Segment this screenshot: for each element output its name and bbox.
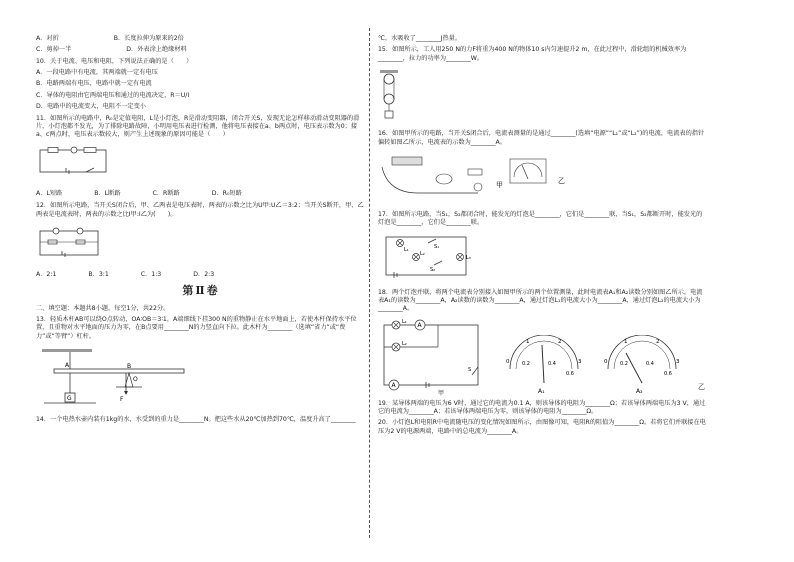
fig18-l2: L₂ xyxy=(402,340,407,347)
question-18: 18．两个灯泡并联，将两个电流表分别接入如图甲所示的两个位置测量，此时电流表A₁和A₂读数分别如图乙所示，电流表A₁的读数为________A，A₂读数的读数为________A，通过灯泡L₁的电流大小为________A，通过灯泡L₂的电流大小为________A。 xyxy=(378,288,703,313)
a2-tick-1: 1 xyxy=(624,338,628,345)
column-divider xyxy=(369,28,370,538)
q13-lever-diagram xyxy=(36,347,186,407)
a1-tick-3: 3 xyxy=(578,358,582,365)
fig18-s: S xyxy=(468,366,472,373)
q10-option-b: B．电路两端有电压，电路中就一定有电流 xyxy=(36,80,152,88)
fig17-l1: L₁ xyxy=(404,247,409,254)
lever-f-label: F xyxy=(120,396,124,404)
question-19: 19．某导体两端的电压为6 V时，通过它的电流为0.1 A，则该导体的电阻为________Ω；若该导体两端电压为3 V，通过它的电流为________A；若该导体两端电压为零，则该导体的电阻为________Ω。 xyxy=(378,399,706,416)
question-20: 20．小灯泡L和电阻R中电流随电压的变化情况如图所示，由图像可知，电阻R的阻值为________Ω。若将它们并联接在电压为2 V的电源两端，电路中的总电流为________A。 xyxy=(378,419,706,435)
q11-circuit-diagram xyxy=(36,146,116,180)
q18-circuit-diagram xyxy=(378,317,488,397)
q12-option-d: D．2:3 xyxy=(193,271,215,279)
q9-option-b: B．长度拉伸为原来的2倍 xyxy=(113,35,184,42)
fig16-yi-label: 乙 xyxy=(558,177,565,186)
fig17-s1: S₁ xyxy=(434,244,440,251)
a1-tick-0: 0 xyxy=(506,358,510,365)
a1-label: A₁ xyxy=(538,387,545,395)
q11-option-a: A．L短路 xyxy=(36,189,63,197)
question-10: 10．关于电流、电压和电阻，下列说法正确的是（ ） xyxy=(36,57,193,65)
q12-option-c: C．1:3 xyxy=(140,271,162,279)
a1-tick-2: 2 xyxy=(558,338,562,345)
a2-tick-04: 0.4 xyxy=(646,360,654,367)
q18-meter-a2 xyxy=(600,335,684,397)
question-11: 11．如图所示的电路中，R₀是定值电阻，L是小灯泡，R是滑动变阻器，闭合开关S，发现无论怎样移动滑动变阻器的滑片，小灯泡都不发光，为了排除电路故障，小明用电压表进行检测，他将电压表接在a、b两点时，电压表示数为0；接a、c两点时，电压表示数较大，则产生上述现象的原因可能是（ ） xyxy=(36,114,360,139)
question-15: 15．如图所示，工人用250 N的力F将重为400 N的物体10 s内匀速提升2 m，在此过程中，滑轮组的机械效率为________，拉力的功率为________W。 xyxy=(378,46,687,62)
a2-label: A₂ xyxy=(636,387,643,395)
q9-option-a: A．对折 xyxy=(36,35,59,42)
q12-options xyxy=(36,271,366,279)
right-column xyxy=(378,32,708,439)
fig17-s2: S₂ xyxy=(430,267,436,274)
q9-option-c: C．剪掉一半 xyxy=(36,46,72,54)
a2-tick-3: 3 xyxy=(676,358,680,365)
fig18-ammeter-bottom: A xyxy=(391,381,396,389)
q12-option-b: B．3:1 xyxy=(88,271,109,279)
q10-option-a: A．一段电路中有电流，其两端就一定有电压 xyxy=(36,69,158,77)
a1-tick-06: 0.6 xyxy=(566,370,574,377)
a1-tick-1: 1 xyxy=(526,338,530,345)
question-14: 14．一个电热水壶内装有1kg的水，水受到的重力是________N。把这些水从20℃加热到70℃，温度升高了________ xyxy=(36,416,356,424)
fig18-l1: L₁ xyxy=(402,318,407,325)
a1-tick-04: 0.4 xyxy=(548,360,556,367)
q10-option-d: D．电路中的电流变大，电阻不一定变小 xyxy=(36,103,146,111)
lever-o-label: O xyxy=(133,376,138,384)
q11-option-b: B．L断路 xyxy=(94,189,121,197)
a2-tick-06: 0.6 xyxy=(664,370,672,377)
q12-option-a: A．2:1 xyxy=(36,271,57,279)
lever-b-label: B xyxy=(127,363,132,371)
lever-g-label: G xyxy=(67,395,72,403)
q17-circuit-diagram xyxy=(378,233,478,279)
q11-options xyxy=(36,190,366,198)
fig17-l3: L₃ xyxy=(466,255,471,262)
a2-tick-0: 0 xyxy=(604,358,608,365)
q9-options-row-2 xyxy=(36,46,366,54)
fig18-ammeter-top: A xyxy=(417,321,422,329)
q15-pulley-diagram xyxy=(378,69,402,121)
q16-diagram xyxy=(378,153,578,201)
q9-options-row-1 xyxy=(36,35,366,43)
fig17-l2: L₂ xyxy=(420,251,425,258)
q11-option-d: D．R₀短路 xyxy=(211,189,242,197)
question-16: 16．如图甲所示的电路，当开关S闭合后，电流表测量的是通过________(选填“电源”“L₁”或“L₂”)的电流，电流表的指针偏转如图乙所示，电流表的示数为________A。 xyxy=(378,130,705,146)
question-13: 13．轻质木杆AB可以绕O点转动，OA∶OB＝3∶1，A端细线下挂300 N的重物静止在水平地面上，若使木杆保持水平位置，且重物对水平地面的压力为零，在B点要用________N的力竖直向下拉。此木杆为________（选填“省力”或“费力”或“等臂”）杠杆。 xyxy=(36,315,357,340)
question-14-continued: ℃，水吸收了________J热量。 xyxy=(378,35,462,42)
fig18-jia: 甲 xyxy=(438,389,445,397)
question-12: 12．如图所示电路，当开关S闭合后，甲、乙两表是电压表时，两表的示数之比为U甲:U乙＝3:2；当开关S断开，甲、乙两表是电流表时，两表的示数之比I甲:I乙为( )。 xyxy=(36,202,364,218)
question-17: 17．如图所示电路，当S₁，S₂都闭合时，能发光的灯泡是________，它们是________联，当S₁，S₂都断开时，能发光的灯泡是________，它们是________联。 xyxy=(378,210,703,226)
a1-tick-02: 0.2 xyxy=(522,360,530,367)
a2-tick-2: 2 xyxy=(656,338,660,345)
q10-option-c: C．导体的电阻由它两端电压和通过的电流决定，R＝U/I xyxy=(36,91,190,99)
q11-option-c: C．R断路 xyxy=(152,189,180,197)
part-2-heading: 二、填空题：本题共8小题，每空1分，共22分。 xyxy=(36,304,170,312)
fig16-jia-label: 甲 xyxy=(496,181,503,190)
fig18-yi: 乙 xyxy=(698,383,705,392)
lever-a-label: A xyxy=(65,362,70,370)
q12-circuit-diagram xyxy=(36,225,106,261)
a2-tick-02: 0.2 xyxy=(620,360,628,367)
section-title: 第Ⅱ卷 xyxy=(182,283,220,297)
left-column xyxy=(36,32,366,428)
q18-meter-a1 xyxy=(502,335,586,397)
q18-figures xyxy=(378,317,708,397)
q9-option-d: D．外表涂上绝缘材料 xyxy=(126,46,187,54)
